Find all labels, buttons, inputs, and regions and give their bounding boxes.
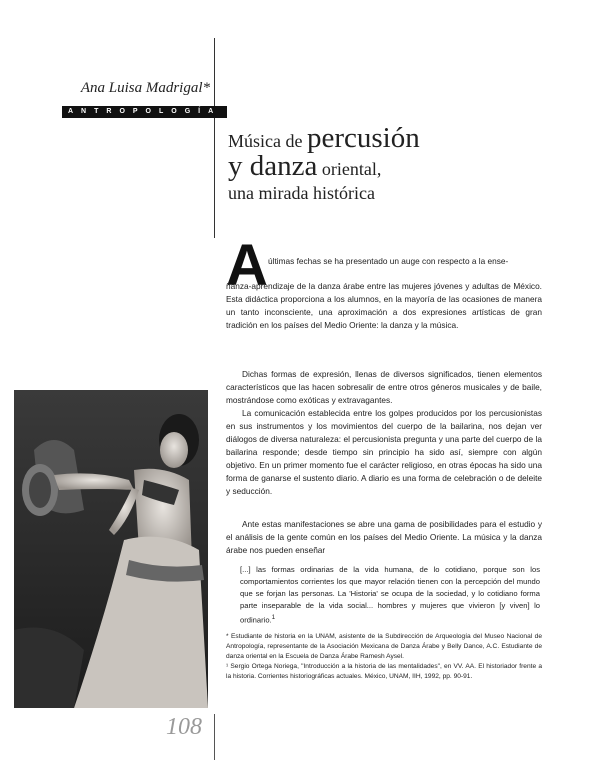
dancer-photo-illustration: [14, 390, 208, 708]
title-part-2: percusión: [306, 122, 420, 154]
title-line-1: [228, 124, 558, 152]
paragraph-3: La comunicación establecida entre los golpes producidos por los percusionistas en sus instrumentos y los movimientos del cuerpo de la bailarina, nos dejan ver diálogos de diversa naturaleza: el percusionista pregunta y una parte del cuerpo de la bailarina responde; desde tiempo sin principio ha sido así, siempre con algún objetivo. En un primer momento fue el carácter religioso, en otras épocas ha sido una forma de ganarse el sustento diario. A diario es una forma de celebración o de deleite y seducción.: [226, 408, 542, 496]
paragraph-2: Dichas formas de expresión, llenas de diversos significados, tienen elementos característicos que las hacen sobresalir de entre otros géneros musicales y de baile, mostrándose como exóticas y extravagantes.: [226, 369, 542, 405]
paragraph-4: Ante estas manifestaciones se abre una gama de posibilidades para el estudio y el análisis de la gente común en los países del Medio Oriente. La música y la danza árabe nos pueden enseñar: [226, 519, 542, 555]
section-label: ANTROPOLOGÍA: [62, 106, 227, 118]
title-line-2: [228, 152, 558, 180]
paragraph-1: ñanza-aprendizaje de la danza árabe entre las mujeres jóvenes y adultas de México. Esta didáctica proporciona a los alumnos, en la mayoría de las ocasiones de manera un tanto inconsciente, una aproximación a dos expresiones artísticas de gran tradición en los países del Medio Oriente: la danza y la música.: [226, 281, 542, 330]
quote-text: [...] las formas ordinarias de la vida humana, de lo cotidiano, porque son los comportamientos corrientes los que mayor relación tienen con la percepción del mundo que se forjan las personas. La 'Historia' se ocupa de la sociedad, y lo cotidiano forma parte inseparable de la vida social... hombres y mujeres que vivieron [y viven] lo ordinario.: [240, 565, 540, 625]
author-name: Ana Luisa Madrigal*: [80, 80, 210, 96]
title-part-3: y danza: [228, 150, 318, 182]
page-number: 108: [166, 714, 202, 740]
footnote-1: ¹ Sergio Ortega Noriega, "Introducción a la historia de las mentalidades", en VV. AA. El historiador frente a la historia. Corrientes historiográficas actuales. México, UNAM, IIH, 1992, pp. 90-91.: [226, 663, 542, 680]
block-quote: [240, 564, 540, 627]
page-number-rule: [214, 714, 215, 760]
vertical-rule: [214, 38, 215, 238]
paragraph-1-first-line: últimas fechas se ha presentado un auge con respecto a la ense-: [268, 256, 509, 266]
quote-footnote-ref: 1: [271, 614, 276, 621]
dancer-photo: [14, 390, 208, 708]
title-part-5: una mirada histórica: [228, 183, 375, 203]
footnotes: [226, 632, 542, 682]
drop-cap: A: [226, 233, 268, 298]
title-part-4: oriental,: [317, 159, 382, 179]
article-title: [228, 124, 558, 202]
title-part-1: Música de: [228, 131, 307, 151]
footnote-author: * Estudiante de historia en la UNAM, asistente de la Subdirección de Arqueología del Museo Nacional de Antropología, representante de la Asociación Mexicana de Danza Árabe y Belly Dance, A.C. Estudiante de danza oriental en la Escuela de Danza Árabe Ramesh Aysel.: [226, 633, 542, 660]
